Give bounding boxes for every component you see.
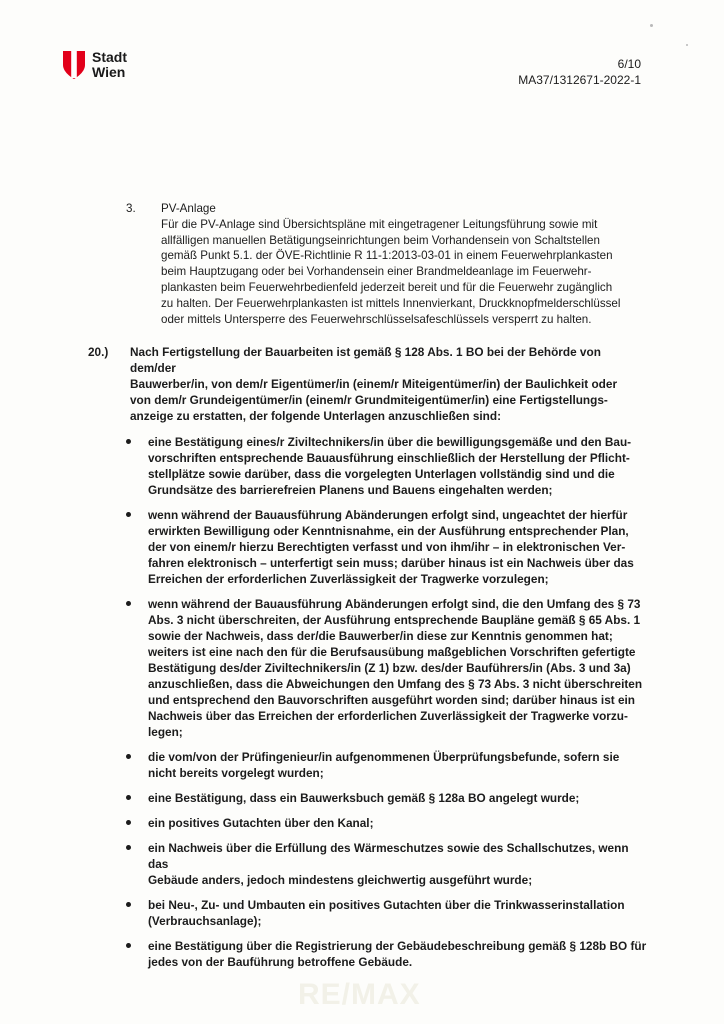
list-item (148, 938, 648, 970)
bullet-icon (126, 820, 131, 825)
bullet-icon (126, 439, 131, 444)
text-line: Abs. 3 nicht überschreiten, der Ausführung entsprechende Baupläne gemäß § 65 Abs. 1 (148, 613, 641, 627)
text-line: Grundsätze des barrierefreien Planens und Bauens eingehalten werden; (148, 483, 553, 497)
logo-line-2: Wien (92, 64, 126, 80)
text-line: Bestätigung des/der Ziviltechnikers/in (Z 1) bzw. des/der Bauführers/in (Abs. 3 und 3a) (148, 661, 631, 675)
text-line: sowie der Nachweis, dass der/die Bauwerber/in diese zur Kenntnis genommen hat; (148, 629, 613, 643)
text-line: Gebäude anders, jedoch mindestens gleichwertig ausgeführt wurde; (148, 873, 533, 887)
bullet-icon (126, 943, 131, 948)
section-20-fertigstellungsanzeige (88, 344, 648, 979)
text-line: wenn während der Bauausführung Abänderungen erfolgt sind, ungeachtet der hierfür (148, 508, 628, 522)
text-line: die vom/von der Prüfingenieur/in aufgenommenen Überprüfungsbefunde, sofern sie (148, 750, 620, 764)
reference-number: MA37/1312671-2022-1 (518, 73, 641, 87)
text-line: erwirkten Bewilligung oder Kenntnisnahme, ein der Ausführung entsprechender Plan, (148, 524, 629, 538)
section-number: 3. (126, 202, 136, 215)
text-line: nicht bereits vorgelegt wurden; (148, 766, 324, 780)
section-3-pv-anlage (126, 201, 646, 327)
text-line: gemäß Punkt 5.1. der ÖVE-Richtlinie R 11-1:2013-03-01 in einem Feuerwehrplankasten (161, 249, 613, 263)
text-line: bei Neu-, Zu- und Umbauten ein positives Gutachten über die Trinkwasserinstallation (148, 898, 625, 912)
logo-line-1: Stadt (92, 49, 127, 65)
text-line: oder mittels Untersperre des Feuerwehrschlüsselsafeschlüssels versperrt zu halten. (161, 312, 592, 326)
text-line: Bauwerber/in, von dem/r Eigentümer/in (einem/r Miteigentümer/in) der Baulichkeit oder (130, 377, 618, 391)
text-line: legen; (148, 725, 183, 739)
text-line: Erreichen der erforderlichen Zuverlässigkeit der Tragwerke vorzulegen; (148, 572, 549, 586)
text-line: Für die PV-Anlage sind Übersichtspläne mit eingetragener Leitungsführung sowie mit (161, 217, 598, 231)
text-line: anzeige zu erstatten, der folgende Unterlagen anzuschließen sind: (130, 409, 502, 423)
text-line: und entsprechend den Bauvorschriften ausgeführt worden sind; darüber hinaus ist ein (148, 693, 636, 707)
text-line: von dem/r Grundeigentümer/in (einem/r Grundmiteigentümer/in) eine Fertigstellungs- (130, 393, 608, 407)
text-line: vorschriften entsprechende Bauausführung einschließlich der Herstellung der Pflicht- (148, 451, 630, 465)
remax-watermark: RE/MAX (298, 978, 421, 1011)
list-item (148, 840, 648, 888)
section-intro (130, 344, 648, 424)
scan-speck (650, 24, 653, 27)
page-number: 6/10 (617, 57, 641, 71)
list-item (148, 815, 648, 831)
coat-of-arms-icon (62, 50, 86, 80)
text-line: weiters ist eine nach den für die Berufsausübung maßgeblichen Vorschriften gefertigte (148, 645, 636, 659)
bullet-icon (126, 845, 131, 850)
required-documents-list (88, 434, 648, 970)
bullet-icon (126, 754, 131, 759)
text-line: ein Nachweis über die Erfüllung des Wärmeschutzes sowie des Schallschutzes, wenn das (148, 841, 629, 871)
list-item (148, 897, 648, 929)
bullet-icon (126, 902, 131, 907)
text-line: plankasten beim Feuerwehrbedienfeld jederzeit bereit und für die Feuerwehr zugänglich (161, 280, 613, 294)
stadt-wien-logo (62, 50, 127, 80)
text-line: der von einem/r hierzu Berechtigten verfasst und von ihm/ihr – in elektronischen Ver- (148, 540, 626, 554)
text-line: Nach Fertigstellung der Bauarbeiten ist gemäß § 128 Abs. 1 BO bei der Behörde von dem/der (130, 345, 601, 375)
list-item (148, 790, 648, 806)
text-line: wenn während der Bauausführung Abänderungen erfolgt sind, die den Umfang des § 73 (148, 597, 641, 611)
list-item (148, 596, 648, 740)
bullet-icon (126, 601, 131, 606)
text-line: fahren elektronisch – unterfertigt sein muss; darüber hinaus ist ein Nachweis über das (148, 556, 634, 570)
list-item (148, 434, 648, 498)
text-line: eine Bestätigung, dass ein Bauwerksbuch gemäß § 128a BO angelegt wurde; (148, 791, 580, 805)
text-line: Nachweis über das Erreichen der erforderlichen Zuverlässigkeit der Tragwerke vorzu- (148, 709, 628, 723)
list-item (148, 749, 648, 781)
section-body (161, 217, 646, 328)
text-line: ein positives Gutachten über den Kanal; (148, 816, 374, 830)
logo-text (92, 50, 127, 80)
text-line: eine Bestätigung über die Registrierung der Gebäudebeschreibung gemäß § 128b BO für (148, 939, 647, 953)
text-line: jedes von der Bauführung betroffene Gebäude. (148, 955, 413, 969)
text-line: stellplätze sowie darüber, dass die vorgelegten Unterlagen vollständig sind und die (148, 467, 615, 481)
text-line: zu halten. Der Feuerwehrplankasten ist mittels Innenvierkant, Druckknopfmelderschlüssel (161, 296, 621, 310)
scan-speck (686, 44, 688, 46)
section-number: 20.) (88, 345, 109, 359)
bullet-icon (126, 512, 131, 517)
text-line: (Verbrauchsanlage); (148, 914, 262, 928)
page-info (518, 56, 641, 88)
text-line: beim Hauptzugang oder bei Vorhandensein einer Brandmeldeanlage im Feuerwehr- (161, 265, 592, 279)
list-item (148, 507, 648, 587)
bullet-icon (126, 795, 131, 800)
text-line: anzuschließen, dass die Abweichungen den Umfang des § 73 Abs. 3 nicht überschreiten (148, 677, 643, 691)
text-line: allfälligen manuellen Betätigungseinrichtungen beim Vorhandensein von Schaltstellen (161, 233, 600, 247)
text-line: eine Bestätigung eines/r Ziviltechnikers/in über die bewilligungsgemäße und den Bau- (148, 435, 632, 449)
section-title: PV-Anlage (161, 202, 216, 215)
